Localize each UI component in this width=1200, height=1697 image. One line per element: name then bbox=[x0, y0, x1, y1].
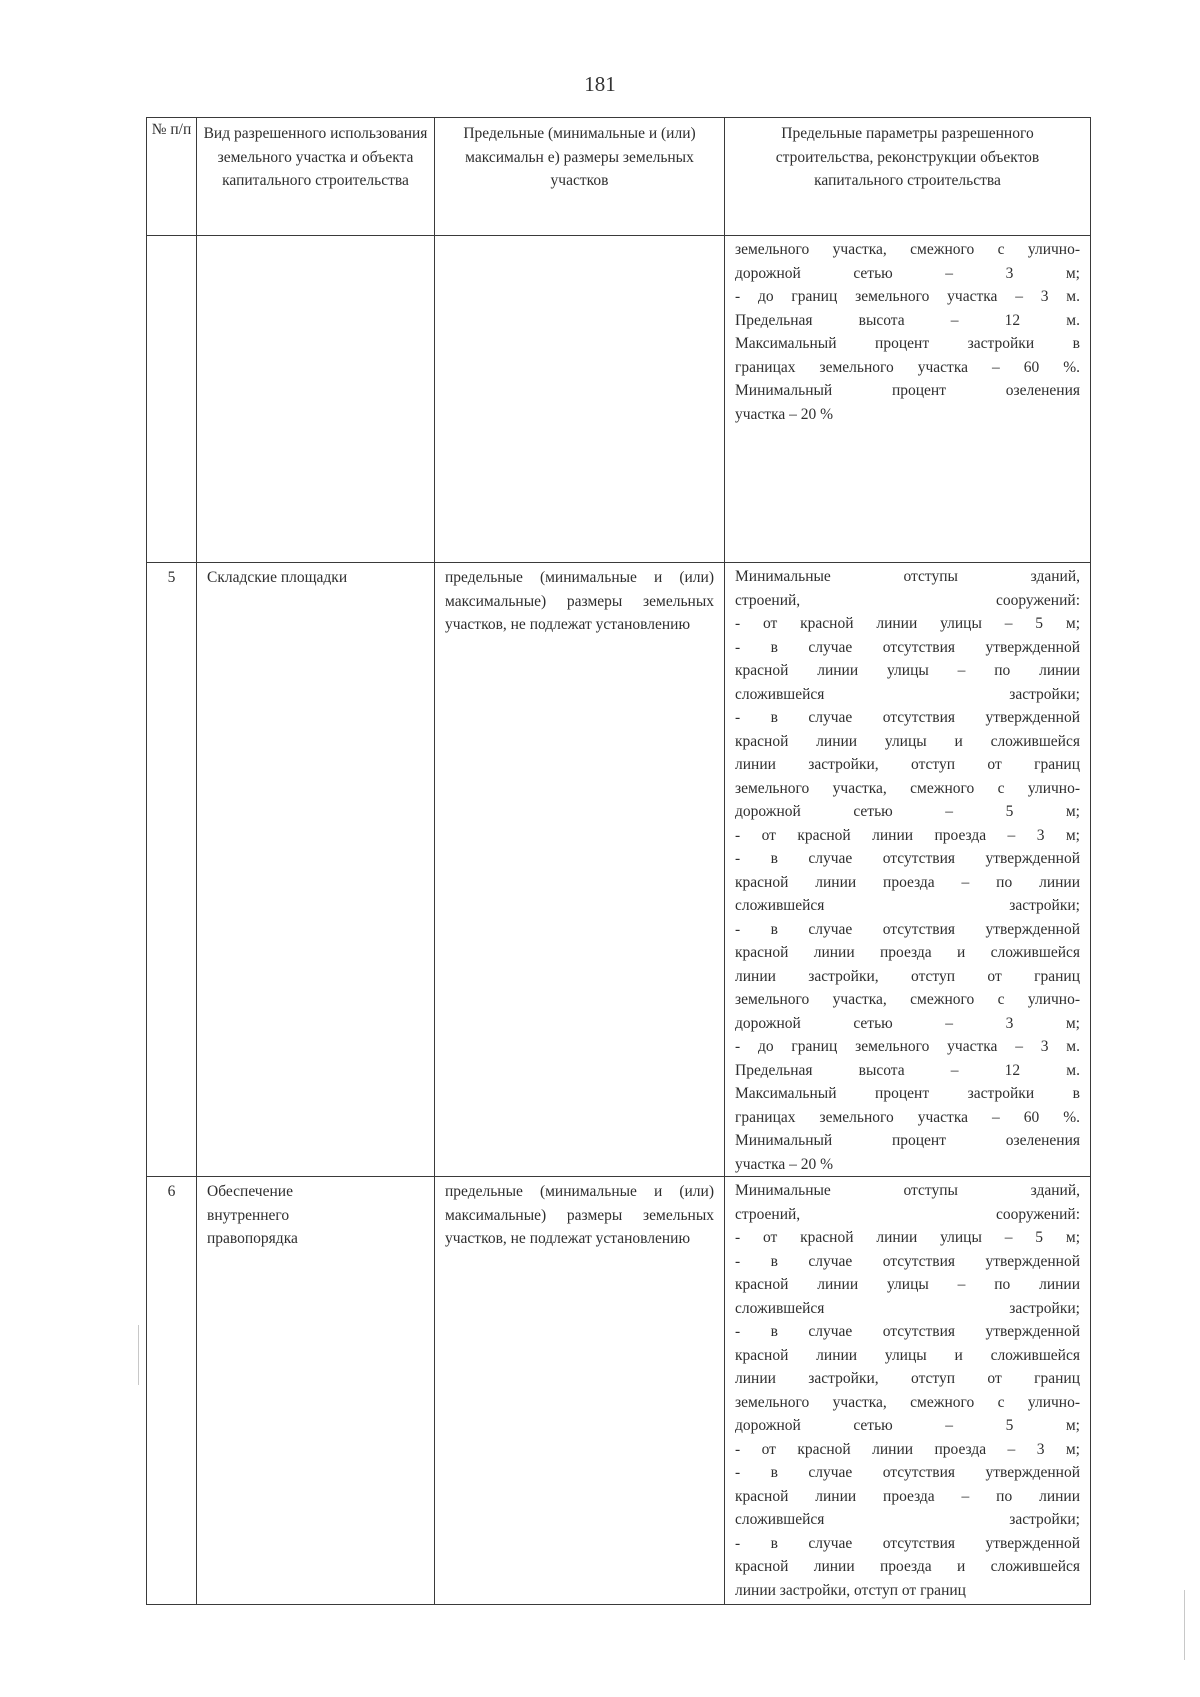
text-line: красной линии проезда – по линии bbox=[735, 873, 1080, 891]
text-line: - в случае отсутствия утвержденной bbox=[735, 709, 1080, 726]
text-line: - до границ земельного участка – 3 м. bbox=[735, 1038, 1080, 1055]
header-plot-size-limits: Предельные (минимальные и (или) максимальн е) размеры земельных участков bbox=[435, 118, 725, 236]
text-line: красной линии улицы – по линии bbox=[735, 662, 1080, 679]
text-line: красной линии проезда и сложившейся bbox=[735, 944, 1080, 961]
table-row bbox=[147, 1177, 1091, 1605]
params-text bbox=[735, 238, 1080, 426]
table-row-continuation bbox=[147, 236, 1091, 563]
text-line: - в случае отсутствия утвержденной bbox=[735, 1323, 1080, 1340]
text-line: дорожной сетью – 3 м; bbox=[735, 264, 1080, 282]
text-line: красной линии проезда – по линии bbox=[735, 1487, 1080, 1505]
text-line: строений, сооружений: bbox=[735, 591, 1080, 609]
text-line: Максимальный процент застройки в bbox=[735, 1085, 1080, 1102]
text-line: сложившейся застройки; bbox=[735, 1511, 1080, 1528]
row-number-cell bbox=[147, 236, 197, 563]
text-line: линии застройки, отступ от границ bbox=[735, 967, 1080, 985]
scan-edge-mark bbox=[138, 1325, 139, 1385]
table-row bbox=[147, 563, 1091, 1177]
text-line: красной линии улицы и сложившейся bbox=[735, 1346, 1080, 1364]
row-number-cell: 6 bbox=[147, 1177, 197, 1605]
page-number: 181 bbox=[584, 72, 616, 96]
permitted-use-cell: Складские площадки bbox=[197, 563, 435, 1177]
plot-size-cell bbox=[435, 236, 725, 563]
text-line: земельного участка, смежного с улично- bbox=[735, 1393, 1080, 1411]
text-line: линии застройки, отступ от границ bbox=[735, 1370, 1080, 1387]
text-line: линии застройки, отступ от границ bbox=[735, 756, 1080, 773]
text-line: участка – 20 % bbox=[735, 405, 834, 423]
text-line: - от красной линии улицы – 5 м; bbox=[735, 615, 1080, 632]
construction-params-cell bbox=[725, 563, 1091, 1177]
text-line: - в случае отсутствия утвержденной bbox=[735, 1464, 1080, 1481]
zoning-regulations-table bbox=[146, 117, 1091, 1605]
text-line: земельного участка, смежного с улично- bbox=[735, 779, 1080, 797]
construction-params-cell bbox=[725, 1177, 1091, 1605]
text-line: - в случае отсутствия утвержденной bbox=[735, 850, 1080, 867]
text-line: красной линии улицы – по линии bbox=[735, 1276, 1080, 1293]
table-header-row bbox=[147, 118, 1091, 236]
text-line: Предельная высота – 12 м. bbox=[735, 311, 1080, 329]
text-line: красной линии улицы и сложившейся bbox=[735, 732, 1080, 750]
construction-params-cell bbox=[725, 236, 1091, 563]
text-line: - от красной линии проезда – 3 м; bbox=[735, 826, 1080, 844]
permitted-use-cell bbox=[197, 1177, 435, 1605]
text-line: - в случае отсутствия утвержденной bbox=[735, 638, 1080, 656]
text-line: земельного участка, смежного с улично- bbox=[735, 241, 1080, 258]
text-line: сложившейся застройки; bbox=[735, 1299, 1080, 1317]
header-number: № п/п bbox=[147, 118, 197, 236]
scan-edge-mark bbox=[1184, 1590, 1185, 1660]
text-line: Обеспечение bbox=[207, 1183, 293, 1200]
text-line: правопорядка bbox=[207, 1230, 298, 1247]
text-line: - в случае отсутствия утвержденной bbox=[735, 1252, 1080, 1270]
text-line: сложившейся застройки; bbox=[735, 897, 1080, 914]
permitted-use-cell bbox=[197, 236, 435, 563]
text-line: сложившейся застройки; bbox=[735, 685, 1080, 703]
plot-size-cell: предельные (минимальные и (или) максимальные) размеры земельных участков, не подлежат установлению bbox=[435, 563, 725, 1177]
plot-size-cell: предельные (минимальные и (или) максимальные) размеры земельных участков, не подлежат установлению bbox=[435, 1177, 725, 1605]
header-permitted-use: Вид разрешенного использования земельного участка и объекта капитального строительства bbox=[197, 118, 435, 236]
text-line: границах земельного участка – 60 %. bbox=[735, 358, 1080, 376]
row-number-cell: 5 bbox=[147, 563, 197, 1177]
text-line: Предельная высота – 12 м. bbox=[735, 1061, 1080, 1079]
text-line: внутреннего bbox=[207, 1206, 290, 1224]
text-line: - от красной линии улицы – 5 м; bbox=[735, 1229, 1080, 1246]
text-line: земельного участка, смежного с улично- bbox=[735, 991, 1080, 1008]
text-line: Минимальный процент озеленения bbox=[735, 1132, 1080, 1149]
text-line: участка – 20 % bbox=[735, 1155, 834, 1173]
text-line: - в случае отсутствия утвержденной bbox=[735, 1534, 1080, 1552]
text-line: линии застройки, отступ от границ bbox=[735, 1581, 966, 1599]
text-line: дорожной сетью – 3 м; bbox=[735, 1014, 1080, 1032]
text-line: Минимальные отступы зданий, bbox=[735, 1182, 1080, 1199]
text-line: красной линии проезда и сложившейся bbox=[735, 1558, 1080, 1575]
text-line: Минимальные отступы зданий, bbox=[735, 568, 1080, 585]
text-line: - до границ земельного участка – 3 м. bbox=[735, 288, 1080, 305]
header-construction-parameters: Предельные параметры разрешенного строительства, реконструкции объектов капитального строительства bbox=[725, 118, 1091, 236]
text-line: - в случае отсутствия утвержденной bbox=[735, 920, 1080, 938]
text-line: Минимальный процент озеленения bbox=[735, 382, 1080, 399]
text-line: - от красной линии проезда – 3 м; bbox=[735, 1440, 1080, 1458]
use-text bbox=[207, 1180, 424, 1251]
text-line: Максимальный процент застройки в bbox=[735, 335, 1080, 352]
params-text bbox=[735, 1179, 1080, 1602]
text-line: строений, сооружений: bbox=[735, 1205, 1080, 1223]
params-text bbox=[735, 565, 1080, 1176]
text-line: границах земельного участка – 60 %. bbox=[735, 1108, 1080, 1126]
text-line: дорожной сетью – 5 м; bbox=[735, 1417, 1080, 1434]
text-line: дорожной сетью – 5 м; bbox=[735, 803, 1080, 820]
